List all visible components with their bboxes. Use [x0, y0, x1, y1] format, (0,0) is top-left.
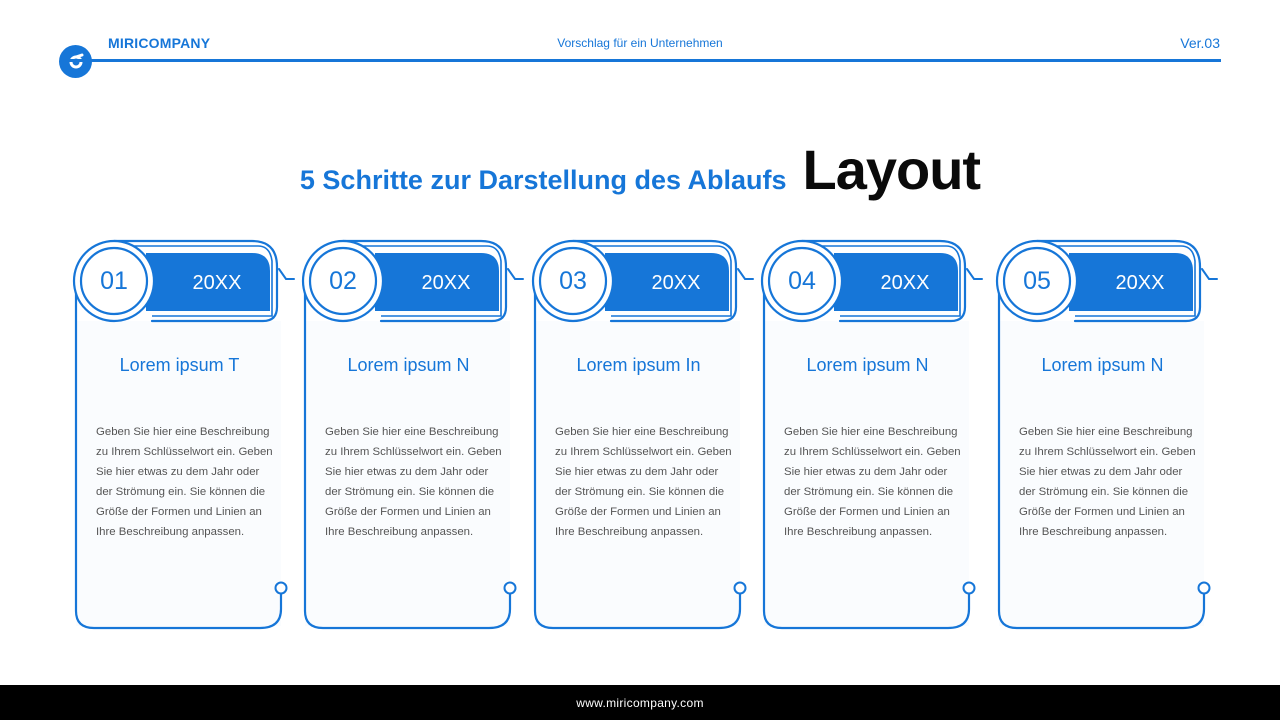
title-big: Layout [802, 138, 981, 201]
step-card-1 [72, 237, 287, 632]
step-year: 20XX [880, 272, 930, 294]
step-year: 20XX [192, 272, 242, 294]
header-subtitle: Vorschlag für ein Unternehmen [557, 36, 723, 50]
end-dot [276, 583, 287, 594]
step-number: 03 [559, 267, 587, 295]
step-description: Geben Sie hier eine Beschreibung zu Ihrem Schlüsselwort ein. Geben Sie hier etwas zu dem Jahr oder der Strömung ein. Sie können die Größe der Formen und Linien an Ihre Beschreibung anpassen. [784, 426, 961, 538]
end-dot [1199, 583, 1210, 594]
footer-bar [0, 685, 1280, 720]
step-number: 02 [329, 267, 357, 295]
brand-name: MIRICOMPANY [108, 35, 211, 51]
step-title: Lorem ipsum N [347, 355, 470, 375]
step-card-4 [760, 237, 975, 632]
step-number: 04 [788, 267, 816, 295]
end-dot [505, 583, 516, 594]
version-label: Ver.03 [1180, 35, 1220, 51]
step-description: Geben Sie hier eine Beschreibung zu Ihrem Schlüsselwort ein. Geben Sie hier etwas zu dem Jahr oder der Strömung ein. Sie können die Größe der Formen und Linien an Ihre Beschreibung anpassen. [555, 426, 732, 538]
header-divider [60, 59, 1221, 62]
connector-arrow [1202, 269, 1217, 279]
step-year: 20XX [421, 272, 471, 294]
slide-title [0, 140, 1280, 200]
end-dot [964, 583, 975, 594]
step-title: Lorem ipsum N [1041, 355, 1164, 375]
step-year: 20XX [651, 272, 701, 294]
connector-arrow [738, 269, 753, 279]
step-year: 20XX [1115, 272, 1165, 294]
title-small: 5 Schritte zur Darstellung des Ablaufs [299, 165, 787, 195]
step-number: 01 [100, 267, 128, 295]
connector-arrow [508, 269, 523, 279]
end-dot [735, 583, 746, 594]
step-title: Lorem ipsum In [576, 355, 701, 375]
step-number: 05 [1023, 267, 1051, 295]
step-title: Lorem ipsum N [806, 355, 929, 375]
step-card-2 [301, 237, 516, 632]
footer-url: www.miricompany.com [576, 695, 704, 710]
step-description: Geben Sie hier eine Beschreibung zu Ihrem Schlüsselwort ein. Geben Sie hier etwas zu dem Jahr oder der Strömung ein. Sie können die Größe der Formen und Linien an Ihre Beschreibung anpassen. [1019, 426, 1196, 538]
step-card-5 [995, 237, 1210, 632]
connector-arrow [967, 269, 982, 279]
step-title: Lorem ipsum T [119, 355, 240, 375]
connector-arrow [279, 269, 294, 279]
step-description: Geben Sie hier eine Beschreibung zu Ihrem Schlüsselwort ein. Geben Sie hier etwas zu dem Jahr oder der Strömung ein. Sie können die Größe der Formen und Linien an Ihre Beschreibung anpassen. [325, 426, 502, 538]
step-card-3 [531, 237, 746, 632]
step-description: Geben Sie hier eine Beschreibung zu Ihrem Schlüsselwort ein. Geben Sie hier etwas zu dem Jahr oder der Strömung ein. Sie können die Größe der Formen und Linien an Ihre Beschreibung anpassen. [96, 426, 273, 538]
steps-container [72, 237, 1212, 637]
